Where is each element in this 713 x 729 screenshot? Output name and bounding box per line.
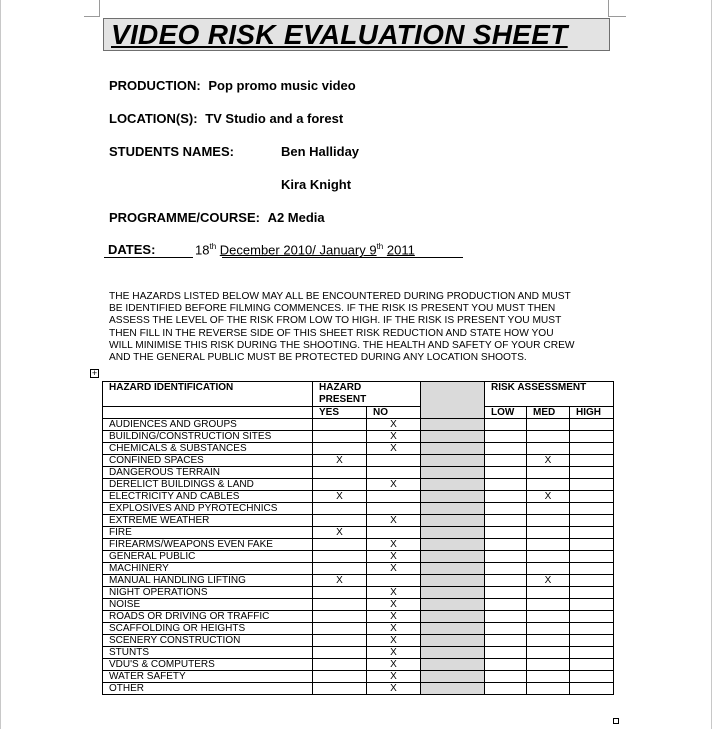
no-cell: X bbox=[367, 659, 421, 671]
shaded-cell bbox=[421, 491, 485, 503]
page-edge bbox=[0, 0, 1, 729]
med-cell bbox=[527, 611, 570, 623]
hazard-cell: DANGEROUS TERRAIN bbox=[103, 467, 313, 479]
shaded-cell bbox=[421, 431, 485, 443]
dates-day: 18 bbox=[195, 242, 210, 258]
hazard-cell: MANUAL HANDLING LIFTING bbox=[103, 575, 313, 587]
high-cell bbox=[570, 539, 614, 551]
title-box bbox=[103, 18, 610, 51]
table-row bbox=[103, 647, 614, 659]
hazard-cell: OTHER bbox=[103, 683, 313, 695]
high-cell bbox=[570, 491, 614, 503]
hazard-cell: ROADS OR DRIVING OR TRAFFIC bbox=[103, 611, 313, 623]
yes-cell bbox=[313, 563, 367, 575]
low-cell bbox=[485, 539, 527, 551]
hazard-cell: EXTREME WEATHER bbox=[103, 515, 313, 527]
shaded-cell bbox=[421, 503, 485, 515]
med-cell bbox=[527, 443, 570, 455]
col-high: HIGH bbox=[570, 407, 614, 419]
shaded-cell bbox=[421, 551, 485, 563]
low-cell bbox=[485, 551, 527, 563]
no-cell: X bbox=[367, 587, 421, 599]
low-cell bbox=[485, 491, 527, 503]
dates-range: December 2010/ January 9 bbox=[219, 242, 377, 258]
low-cell bbox=[485, 647, 527, 659]
table-row bbox=[103, 575, 614, 587]
med-cell: X bbox=[527, 491, 570, 503]
header-present bbox=[313, 382, 421, 407]
table-row bbox=[103, 467, 614, 479]
med-cell bbox=[527, 419, 570, 431]
table-row bbox=[103, 539, 614, 551]
header-hazard: HAZARD IDENTIFICATION bbox=[103, 382, 313, 407]
table-row bbox=[103, 455, 614, 467]
shaded-cell bbox=[421, 539, 485, 551]
med-cell bbox=[527, 563, 570, 575]
yes-cell bbox=[313, 671, 367, 683]
crop-mark bbox=[84, 16, 100, 17]
no-cell: X bbox=[367, 431, 421, 443]
low-cell bbox=[485, 671, 527, 683]
table-row bbox=[103, 587, 614, 599]
yes-cell: X bbox=[313, 575, 367, 587]
production-value: Pop promo music video bbox=[208, 78, 356, 93]
table-row bbox=[103, 599, 614, 611]
shaded-cell bbox=[421, 587, 485, 599]
shaded-cell bbox=[421, 455, 485, 467]
header-blank bbox=[103, 407, 313, 419]
high-cell bbox=[570, 647, 614, 659]
location-field bbox=[109, 111, 343, 126]
table-row bbox=[103, 479, 614, 491]
med-cell bbox=[527, 671, 570, 683]
low-cell bbox=[485, 419, 527, 431]
high-cell bbox=[570, 599, 614, 611]
crop-mark bbox=[99, 0, 100, 16]
low-cell bbox=[485, 431, 527, 443]
table-resize-handle[interactable] bbox=[613, 718, 619, 724]
low-cell bbox=[485, 515, 527, 527]
no-cell: X bbox=[367, 443, 421, 455]
hazard-cell: ELECTRICITY AND CABLES bbox=[103, 491, 313, 503]
dates-year: 2011 bbox=[386, 242, 415, 258]
shaded-cell bbox=[421, 611, 485, 623]
table-row bbox=[103, 431, 614, 443]
table-row bbox=[103, 611, 614, 623]
hazard-cell: GENERAL PUBLIC bbox=[103, 551, 313, 563]
hazard-cell: SCENERY CONSTRUCTION bbox=[103, 635, 313, 647]
hazard-cell: STUNTS bbox=[103, 647, 313, 659]
high-cell bbox=[570, 479, 614, 491]
shaded-cell bbox=[421, 575, 485, 587]
crop-mark bbox=[608, 0, 609, 16]
no-cell: X bbox=[367, 623, 421, 635]
col-med: MED bbox=[527, 407, 570, 419]
location-value: TV Studio and a forest bbox=[205, 111, 344, 126]
high-cell bbox=[570, 467, 614, 479]
table-row bbox=[103, 563, 614, 575]
no-cell: X bbox=[367, 671, 421, 683]
med-cell bbox=[527, 431, 570, 443]
location-label: LOCATION(S): bbox=[109, 111, 198, 126]
med-cell bbox=[527, 587, 570, 599]
yes-cell bbox=[313, 551, 367, 563]
table-row bbox=[103, 527, 614, 539]
dates-underline bbox=[222, 257, 463, 258]
low-cell bbox=[485, 455, 527, 467]
shaded-cell bbox=[421, 683, 485, 695]
hazard-cell: EXPLOSIVES AND PYROTECHNICS bbox=[103, 503, 313, 515]
yes-cell bbox=[313, 479, 367, 491]
programme-label: PROGRAMME/COURSE: bbox=[109, 210, 260, 225]
med-cell: X bbox=[527, 455, 570, 467]
students-label: STUDENTS NAMES: bbox=[109, 144, 234, 159]
med-cell bbox=[527, 599, 570, 611]
med-cell bbox=[527, 659, 570, 671]
low-cell bbox=[485, 479, 527, 491]
no-cell bbox=[367, 491, 421, 503]
yes-cell bbox=[313, 503, 367, 515]
hazard-cell: FIREARMS/WEAPONS EVEN FAKE bbox=[103, 539, 313, 551]
no-cell bbox=[367, 467, 421, 479]
hazard-instructions: THE HAZARDS LISTED BELOW MAY ALL BE ENCOUNTERED DURING PRODUCTION AND MUST BE IDENTIFIED BEFORE FILMING COMMENCES. IF THE RISK IS PRESENT YOU MUST THEN ASSESS THE LEVEL OF THE RISK FROM LOW TO HIGH. IF THE RISK IS PRESENT YOU MUST THEN FILL IN THE REVERSE SIDE OF THIS SHEET RISK REDUCTION AND STATE HOW YOU WILL MINIMISE THIS RISK DURING THE SHOOTING. THE HEALTH AND SAFETY OF YOUR CREW AND THE GENERAL PUBLIC MUST BE PROTECTED DURING ANY LOCATION SHOOTS. bbox=[109, 291, 575, 364]
high-cell bbox=[570, 635, 614, 647]
table-row bbox=[103, 551, 614, 563]
high-cell bbox=[570, 455, 614, 467]
yes-cell bbox=[313, 611, 367, 623]
med-cell bbox=[527, 683, 570, 695]
hazard-cell: FIRE bbox=[103, 527, 313, 539]
low-cell bbox=[485, 503, 527, 515]
shaded-cell bbox=[421, 563, 485, 575]
yes-cell bbox=[313, 431, 367, 443]
header-present-line: PRESENT bbox=[319, 394, 367, 405]
low-cell bbox=[485, 683, 527, 695]
shaded-cell bbox=[421, 527, 485, 539]
med-cell bbox=[527, 635, 570, 647]
med-cell bbox=[527, 527, 570, 539]
document-title: VIDEO RISK EVALUATION SHEET bbox=[111, 19, 568, 50]
hazard-cell: BUILDING/CONSTRUCTION SITES bbox=[103, 431, 313, 443]
high-cell bbox=[570, 659, 614, 671]
med-cell bbox=[527, 623, 570, 635]
production-label: PRODUCTION: bbox=[109, 78, 201, 93]
hazard-cell: SCAFFOLDING OR HEIGHTS bbox=[103, 623, 313, 635]
med-cell bbox=[527, 647, 570, 659]
yes-cell bbox=[313, 635, 367, 647]
hazard-cell: WATER SAFETY bbox=[103, 671, 313, 683]
table-row bbox=[103, 659, 614, 671]
low-cell bbox=[485, 635, 527, 647]
col-yes: YES bbox=[313, 407, 367, 419]
table-subheader-row bbox=[103, 407, 614, 419]
yes-cell: X bbox=[313, 491, 367, 503]
shaded-cell bbox=[421, 671, 485, 683]
shaded-cell bbox=[421, 419, 485, 431]
hazard-cell: AUDIENCES AND GROUPS bbox=[103, 419, 313, 431]
no-cell: X bbox=[367, 479, 421, 491]
low-cell bbox=[485, 587, 527, 599]
low-cell bbox=[485, 611, 527, 623]
yes-cell bbox=[313, 419, 367, 431]
low-cell bbox=[485, 599, 527, 611]
table-row bbox=[103, 671, 614, 683]
med-cell bbox=[527, 515, 570, 527]
shaded-cell bbox=[421, 443, 485, 455]
hazard-cell: NOISE bbox=[103, 599, 313, 611]
no-cell: X bbox=[367, 635, 421, 647]
high-cell bbox=[570, 419, 614, 431]
header-risk: RISK ASSESSMENT bbox=[485, 382, 614, 407]
yes-cell bbox=[313, 443, 367, 455]
hazard-cell: NIGHT OPERATIONS bbox=[103, 587, 313, 599]
table-row bbox=[103, 503, 614, 515]
shaded-cell bbox=[421, 623, 485, 635]
no-cell: X bbox=[367, 539, 421, 551]
med-cell bbox=[527, 479, 570, 491]
hazard-cell: DERELICT BUILDINGS & LAND bbox=[103, 479, 313, 491]
table-row bbox=[103, 419, 614, 431]
student-name: Ben Halliday bbox=[281, 144, 360, 159]
high-cell bbox=[570, 515, 614, 527]
no-cell bbox=[367, 527, 421, 539]
shaded-column bbox=[421, 382, 485, 419]
no-cell bbox=[367, 575, 421, 587]
dates-underline bbox=[104, 257, 193, 258]
no-cell: X bbox=[367, 551, 421, 563]
high-cell bbox=[570, 575, 614, 587]
yes-cell: X bbox=[313, 527, 367, 539]
low-cell bbox=[485, 443, 527, 455]
no-cell: X bbox=[367, 647, 421, 659]
high-cell bbox=[570, 431, 614, 443]
table-move-icon[interactable]: + bbox=[91, 368, 98, 378]
high-cell bbox=[570, 551, 614, 563]
no-cell bbox=[367, 455, 421, 467]
shaded-cell bbox=[421, 635, 485, 647]
table-row bbox=[103, 491, 614, 503]
yes-cell bbox=[313, 659, 367, 671]
yes-cell: X bbox=[313, 455, 367, 467]
low-cell bbox=[485, 623, 527, 635]
med-cell bbox=[527, 539, 570, 551]
table-row bbox=[103, 683, 614, 695]
table-row bbox=[103, 443, 614, 455]
shaded-cell bbox=[421, 479, 485, 491]
no-cell: X bbox=[367, 683, 421, 695]
shaded-cell bbox=[421, 599, 485, 611]
high-cell bbox=[570, 527, 614, 539]
yes-cell bbox=[313, 599, 367, 611]
student-name: Kira Knight bbox=[281, 177, 352, 192]
page-edge bbox=[711, 0, 712, 729]
programme-value: A2 Media bbox=[267, 210, 325, 225]
low-cell bbox=[485, 659, 527, 671]
no-cell: X bbox=[367, 563, 421, 575]
table-row bbox=[103, 623, 614, 635]
shaded-cell bbox=[421, 467, 485, 479]
shaded-cell bbox=[421, 647, 485, 659]
no-cell: X bbox=[367, 611, 421, 623]
dates-range-suffix: th bbox=[376, 242, 384, 251]
hazard-cell: MACHINERY bbox=[103, 563, 313, 575]
hazard-table bbox=[102, 381, 614, 695]
programme-field bbox=[109, 210, 325, 225]
high-cell bbox=[570, 587, 614, 599]
yes-cell bbox=[313, 587, 367, 599]
table-header-row bbox=[103, 382, 614, 407]
shaded-cell bbox=[421, 659, 485, 671]
med-cell bbox=[527, 503, 570, 515]
high-cell bbox=[570, 671, 614, 683]
dates-label: DATES: bbox=[108, 242, 156, 257]
dates-day-suffix: th bbox=[209, 242, 217, 251]
yes-cell bbox=[313, 683, 367, 695]
no-cell: X bbox=[367, 419, 421, 431]
high-cell bbox=[570, 443, 614, 455]
high-cell bbox=[570, 611, 614, 623]
production-field bbox=[109, 78, 356, 93]
yes-cell bbox=[313, 467, 367, 479]
hazard-cell: VDU'S & COMPUTERS bbox=[103, 659, 313, 671]
dates-value bbox=[195, 242, 415, 257]
table-row bbox=[103, 515, 614, 527]
header-present-line: HAZARD bbox=[319, 382, 362, 393]
shaded-cell bbox=[421, 515, 485, 527]
crop-mark bbox=[608, 16, 626, 17]
low-cell bbox=[485, 563, 527, 575]
high-cell bbox=[570, 563, 614, 575]
no-cell: X bbox=[367, 599, 421, 611]
med-cell: X bbox=[527, 575, 570, 587]
high-cell bbox=[570, 623, 614, 635]
col-no: NO bbox=[367, 407, 421, 419]
high-cell bbox=[570, 683, 614, 695]
hazard-cell: CHEMICALS & SUBSTANCES bbox=[103, 443, 313, 455]
low-cell bbox=[485, 467, 527, 479]
med-cell bbox=[527, 551, 570, 563]
table-row bbox=[103, 635, 614, 647]
hazard-cell: CONFINED SPACES bbox=[103, 455, 313, 467]
yes-cell bbox=[313, 623, 367, 635]
high-cell bbox=[570, 503, 614, 515]
yes-cell bbox=[313, 647, 367, 659]
med-cell bbox=[527, 467, 570, 479]
no-cell bbox=[367, 503, 421, 515]
yes-cell bbox=[313, 539, 367, 551]
yes-cell bbox=[313, 515, 367, 527]
low-cell bbox=[485, 527, 527, 539]
low-cell bbox=[485, 575, 527, 587]
col-low: LOW bbox=[485, 407, 527, 419]
no-cell: X bbox=[367, 515, 421, 527]
